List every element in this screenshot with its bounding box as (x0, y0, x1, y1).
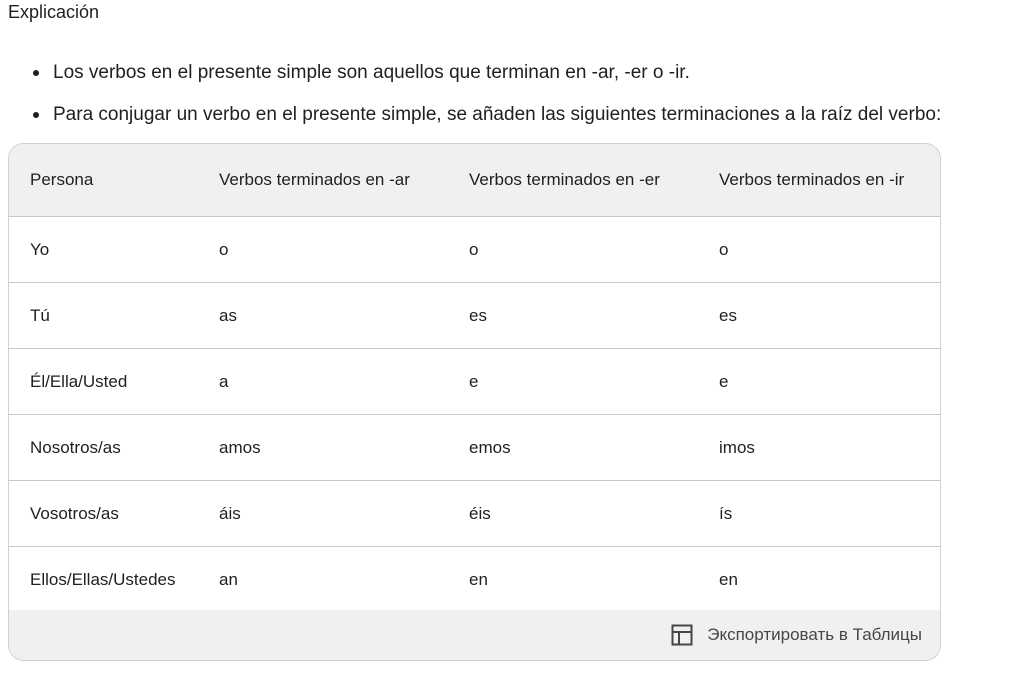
table-cell: Nosotros/as (9, 415, 198, 481)
bullet-text: Para conjugar un verbo en el presente simple, se añaden las siguientes terminaciones a la raíz del verbo: (53, 104, 942, 125)
table-cell: imos (698, 415, 941, 481)
bullet-dot (33, 112, 39, 118)
bullet-text: Los verbos en el presente simple son aquellos que terminan en -ar, -er o -ir. (53, 62, 690, 83)
table-cell: a (198, 349, 448, 415)
column-header: Verbos terminados en -ir (698, 144, 941, 217)
column-header: Persona (9, 144, 198, 217)
table-footer (9, 610, 940, 660)
list-item (0, 100, 941, 130)
table-cell: áis (198, 481, 448, 547)
table-cell: en (448, 547, 698, 613)
table-cell: amos (198, 415, 448, 481)
table-row (9, 349, 941, 415)
table-row (9, 217, 941, 283)
section-heading: Explicación (8, 2, 100, 22)
export-label: Экспортировать в Таблицы (707, 625, 922, 644)
table-row (9, 283, 941, 349)
conjugation-table (9, 144, 941, 613)
list-item (0, 58, 941, 88)
export-to-sheets-button[interactable] (671, 622, 922, 648)
table-cell: éis (448, 481, 698, 547)
table-cell: e (698, 349, 941, 415)
table-row (9, 547, 941, 613)
table-cell: Vosotros/as (9, 481, 198, 547)
table-cell: an (198, 547, 448, 613)
table-icon (671, 624, 693, 646)
column-header: Verbos terminados en -er (448, 144, 698, 217)
table-row (9, 415, 941, 481)
table-cell: ís (698, 481, 941, 547)
table-cell: es (698, 283, 941, 349)
bullet-list (0, 58, 941, 142)
table-row (9, 481, 941, 547)
table-header-row (9, 144, 941, 217)
table-cell: Tú (9, 283, 198, 349)
conjugation-table-card (8, 143, 941, 661)
table-cell: Ellos/Ellas/Ustedes (9, 547, 198, 613)
table-cell: o (198, 217, 448, 283)
table-cell: emos (448, 415, 698, 481)
bullet-dot (33, 70, 39, 76)
table-cell: en (698, 547, 941, 613)
table-cell: o (698, 217, 941, 283)
table-cell: Yo (9, 217, 198, 283)
table-cell: o (448, 217, 698, 283)
column-header: Verbos terminados en -ar (198, 144, 448, 217)
table-cell: e (448, 349, 698, 415)
table-cell: as (198, 283, 448, 349)
table-cell: es (448, 283, 698, 349)
table-cell: Él/Ella/Usted (9, 349, 198, 415)
